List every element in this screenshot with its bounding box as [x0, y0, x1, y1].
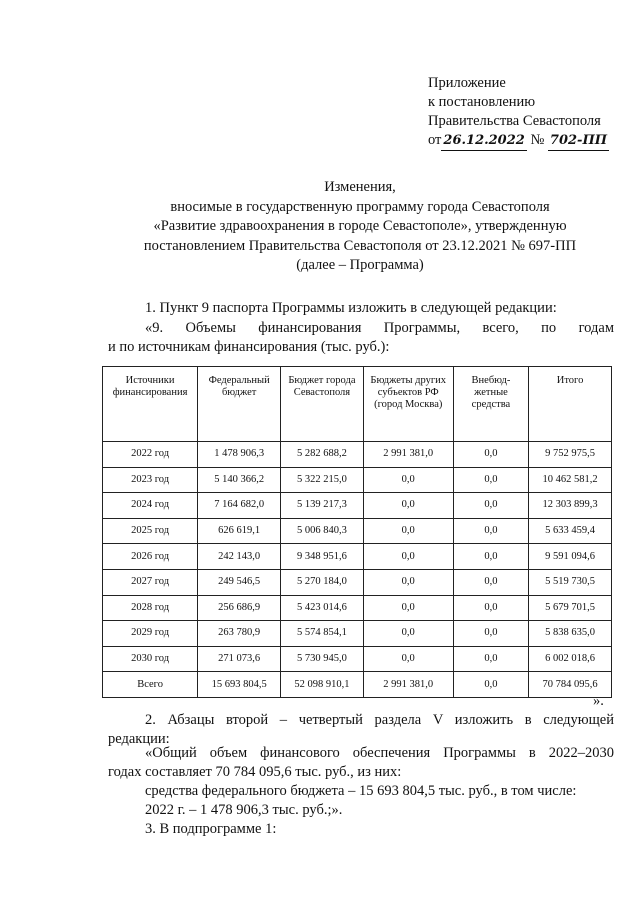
number-prefix: № [530, 132, 545, 148]
header-sources: Источники финансирования [103, 367, 198, 442]
table-cell: 15 693 804,5 [198, 672, 281, 698]
table-cell: 0,0 [453, 544, 528, 570]
table-row [103, 646, 612, 672]
table-cell: 7 164 682,0 [198, 493, 281, 519]
paragraph-9: 2022 г. – 1 478 906,3 тыс. руб.;». [145, 802, 343, 818]
appendix-line-2: к постановлению [428, 94, 536, 110]
table-cell: 0,0 [453, 595, 528, 621]
table-cell: 5 006 840,3 [281, 518, 364, 544]
title-line-2: вносимые в государственную программу города Севастополя [170, 198, 550, 215]
table-cell: 271 073,6 [198, 646, 281, 672]
table-cell: 0,0 [363, 544, 453, 570]
table-cell: 626 619,1 [198, 518, 281, 544]
table-cell: 1 478 906,3 [198, 442, 281, 468]
table-cell: 5 730 945,0 [281, 646, 364, 672]
table-body [103, 442, 612, 698]
table-cell: 5 322 215,0 [281, 467, 364, 493]
table-cell: 5 633 459,4 [529, 518, 612, 544]
title-line-4: постановлением Правительства Севастополя от 23.12.2021 № 697-ПП [143, 237, 577, 254]
paragraph-2: «9. Объемы финансирования Программы, всего, по годам [145, 320, 614, 336]
table-cell: 5 574 854,1 [281, 621, 364, 647]
table-cell: 5 679 701,5 [529, 595, 612, 621]
table-row [103, 544, 612, 570]
table-cell: 2027 год [103, 569, 198, 595]
header-federal: Федеральный бюджет [198, 367, 281, 442]
paragraph-10: 3. В подпрограмме 1: [145, 821, 277, 837]
table-cell: 5 140 366,2 [198, 467, 281, 493]
table-cell: 5 423 014,6 [281, 595, 364, 621]
header-other-subjects: Бюджеты других субъектов РФ (город Москва) [363, 367, 453, 442]
table-cell: 5 139 217,3 [281, 493, 364, 519]
table-row [103, 569, 612, 595]
title-line-1: Изменения, [324, 179, 396, 195]
table-cell: 242 143,0 [198, 544, 281, 570]
table-cell: 2025 год [103, 518, 198, 544]
table-cell: 249 546,5 [198, 569, 281, 595]
financing-table [102, 366, 612, 698]
table-cell: 5 282 688,2 [281, 442, 364, 468]
header-city: Бюджет города Севастополя [281, 367, 364, 442]
table-cell: 0,0 [453, 467, 528, 493]
table-cell: 5 519 730,5 [529, 569, 612, 595]
table-row [103, 442, 612, 468]
paragraph-8: средства федерального бюджета – 15 693 804,5 тыс. руб., в том числе: [145, 783, 577, 799]
table-cell: 2030 год [103, 646, 198, 672]
table-cell: 0,0 [363, 646, 453, 672]
table-cell: 9 591 094,6 [529, 544, 612, 570]
title-line-5: (далее – Программа) [296, 257, 424, 273]
table-cell: 2022 год [103, 442, 198, 468]
handwritten-date: 26.12.2022 [441, 131, 526, 151]
header-extrabudgetary: Внебюд-жетные средства [453, 367, 528, 442]
table-cell: 2026 год [103, 544, 198, 570]
table-cell: 0,0 [453, 646, 528, 672]
table-cell: 2 991 381,0 [363, 442, 453, 468]
title-line-3: «Развитие здравоохранения в городе Севастополе», утвержденную [153, 218, 567, 234]
table-row [103, 672, 612, 698]
table-cell: 0,0 [453, 569, 528, 595]
paragraph-4: 2. Абзацы второй – четвертый раздела V изложить в следующей [145, 712, 614, 728]
table-cell: Всего [103, 672, 198, 698]
table-cell: 2023 год [103, 467, 198, 493]
table-cell: 0,0 [363, 621, 453, 647]
appendix-line-1: Приложение [428, 75, 506, 91]
table-row [103, 595, 612, 621]
document-title [100, 178, 620, 276]
table-row [103, 467, 612, 493]
table-cell: 0,0 [363, 493, 453, 519]
table-row [103, 493, 612, 519]
appendix-block [428, 74, 609, 151]
table-cell: 0,0 [453, 442, 528, 468]
table-cell: 2 991 381,0 [363, 672, 453, 698]
table-cell: 52 098 910,1 [281, 672, 364, 698]
date-prefix: от [428, 132, 442, 148]
appendix-date-line [428, 131, 609, 151]
paragraph-6: «Общий объем финансового обеспечения Программы в 2022–2030 [145, 745, 614, 761]
table-cell: 2028 год [103, 595, 198, 621]
table-cell: 256 686,9 [198, 595, 281, 621]
table-cell: 0,0 [363, 467, 453, 493]
paragraph-5: редакции: [108, 731, 170, 747]
table-cell: 0,0 [453, 621, 528, 647]
table-cell: 12 303 899,3 [529, 493, 612, 519]
paragraph-7: годах составляет 70 784 095,6 тыс. руб., из них: [108, 764, 402, 780]
table-cell: 5 270 184,0 [281, 569, 364, 595]
table-row [103, 621, 612, 647]
table-cell: 0,0 [363, 595, 453, 621]
paragraph-1: 1. Пункт 9 паспорта Программы изложить в следующей редакции: [145, 300, 557, 316]
appendix-line-3: Правительства Севастополя [428, 113, 601, 129]
table-cell: 0,0 [363, 518, 453, 544]
paragraph-3: и по источникам финансирования (тыс. руб.): [108, 339, 390, 355]
handwritten-number: 702-ПП [548, 131, 609, 151]
table-cell: 0,0 [363, 569, 453, 595]
table-cell: 70 784 095,6 [529, 672, 612, 698]
table-cell: 9 348 951,6 [281, 544, 364, 570]
table-cell: 9 752 975,5 [529, 442, 612, 468]
table-row [103, 518, 612, 544]
table-cell: 0,0 [453, 493, 528, 519]
table-cell: 0,0 [453, 672, 528, 698]
table-cell: 2029 год [103, 621, 198, 647]
table-cell: 5 838 635,0 [529, 621, 612, 647]
table-cell: 10 462 581,2 [529, 467, 612, 493]
closing-quote: ». [593, 693, 604, 709]
table-cell: 2024 год [103, 493, 198, 519]
table-cell: 263 780,9 [198, 621, 281, 647]
table-cell: 6 002 018,6 [529, 646, 612, 672]
header-total: Итого [529, 367, 612, 442]
table-header-row [103, 367, 612, 442]
table-cell: 0,0 [453, 518, 528, 544]
